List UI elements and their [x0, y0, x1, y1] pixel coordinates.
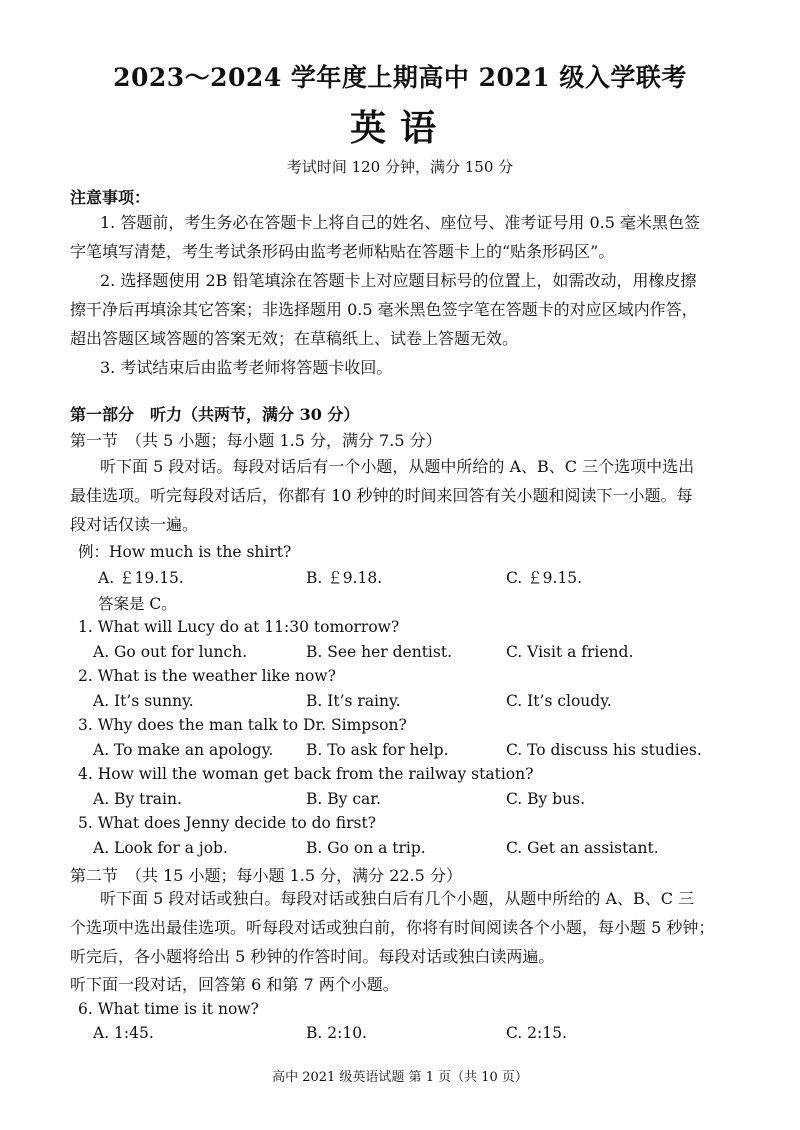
question-1-option-c: C. Visit a friend. — [506, 643, 634, 661]
question-2-option-c: C. It’s cloudy. — [506, 692, 612, 710]
question-3-option-a: A. To make an apology. — [93, 741, 274, 759]
exam-info: 考试时间 120 分钟，满分 150 分 — [286, 158, 514, 176]
example-option-a: A. ￡19.15. — [98, 569, 184, 587]
example-option-c: C. ￡9.15. — [506, 569, 583, 587]
notice-item-3-line-1: 3. 考试结束后由监考老师将答题卡收回。 — [100, 358, 393, 377]
question-3-option-b: B. To ask for help. — [306, 741, 449, 759]
exam-title: 2023～2024 学年度上期高中 2021 级入学联考 — [113, 63, 687, 92]
section2-prompt: 听下面一段对话，回答第 6 和第 7 两个小题。 — [70, 975, 399, 994]
notice-item-2-line-1: 2. 选择题使用 2B 铅笔填涂在答题卡上对应题目标号的位置上，如需改动，用橡皮擦 — [100, 271, 697, 290]
question-5-option-a: A. Look for a job. — [93, 839, 228, 857]
part1-title: 第一部分 听力（共两节，满分 30 分） — [70, 405, 360, 424]
question-4-option-a: A. By train. — [93, 790, 182, 808]
notice-item-2-line-2: 擦干净后再填涂其它答案；非选择题用 0.5 毫米黑色签字笔在答题卡的对应区域内作答， — [70, 300, 698, 319]
section1-instructions-line-2: 最佳选项。听完每段对话后，你都有 10 秒钟的时间来回答有关小题和阅读下一小题。每 — [70, 486, 693, 505]
question-4-option-b: B. By car. — [306, 790, 381, 808]
page-footer: 高中 2021 级英语试题 第 1 页（共 10 页） — [272, 1070, 528, 1085]
notice-item-1-line-1: 1. 答题前，考生务必在答题卡上将自己的姓名、座位号、准考证号用 0.5 毫米黑色签 — [100, 213, 700, 232]
question-2-option-a: A. It’s sunny. — [93, 692, 194, 710]
question-2-option-b: B. It’s rainy. — [306, 692, 401, 710]
question-1-option-b: B. See her dentist. — [306, 643, 453, 661]
question-5-option-b: B. Go on a trip. — [306, 839, 426, 857]
question-5-option-c: C. Get an assistant. — [506, 839, 659, 857]
question-6-option-b: B. 2:10. — [306, 1024, 367, 1042]
example-option-b: B. ￡9.18. — [306, 569, 383, 587]
question-4-option-c: C. By bus. — [506, 790, 586, 808]
question-3: 3. Why does the man talk to Dr. Simpson? — [78, 716, 407, 734]
section2-title: 第二节 （共 15 小题；每小题 1.5 分，满分 22.5 分） — [70, 866, 462, 885]
notice-item-2-line-3: 超出答题区域答题的答案无效；在草稿纸上、试卷上答题无效。 — [70, 329, 519, 348]
question-6: 6. What time is it now? — [78, 1000, 259, 1018]
section2-instructions-line-3: 听完后，各小题将给出 5 秒钟的作答时间。每段对话或独白读两遍。 — [70, 947, 555, 966]
question-1-option-a: A. Go out for lunch. — [93, 643, 248, 661]
section1-instructions-line-3: 段对话仅读一遍。 — [70, 515, 199, 534]
question-6-option-a: A. 1:45. — [93, 1024, 154, 1042]
question-4: 4. How will the woman get back from the railway station? — [78, 765, 534, 783]
question-1: 1. What will Lucy do at 11:30 tomorrow? — [78, 618, 400, 636]
subject-title: 英语 — [349, 107, 450, 149]
example-answer: 答案是 C。 — [98, 595, 177, 613]
section2-instructions-line-1: 听下面 5 段对话或独白。每段对话或独白后有几个小题，从题中所给的 A、B、C 三 — [100, 889, 695, 908]
section2-instructions-line-2: 个选项中选出最佳选项。听每段对话或独白前，你将有时间阅读各个小题，每小题 5 秒钟； — [70, 918, 715, 937]
section1-instructions-line-1: 听下面 5 段对话。每段对话后有一个小题，从题中所给的 A、B、C 三个选项中选出 — [100, 457, 695, 476]
notice-title: 注意事项： — [70, 188, 151, 207]
notice-item-1-line-2: 字笔填写清楚，考生考试条形码由监考老师粘贴在答题卡上的“贴条形码区”。 — [70, 242, 615, 261]
question-5: 5. What does Jenny decide to do first? — [78, 814, 377, 832]
example-question: 例：How much is the shirt? — [78, 543, 292, 561]
question-2: 2. What is the weather like now? — [78, 667, 336, 685]
section1-title: 第一节 （共 5 小题；每小题 1.5 分，满分 7.5 分） — [70, 431, 442, 450]
question-6-option-c: C. 2:15. — [506, 1024, 567, 1042]
question-3-option-c: C. To discuss his studies. — [506, 741, 702, 759]
